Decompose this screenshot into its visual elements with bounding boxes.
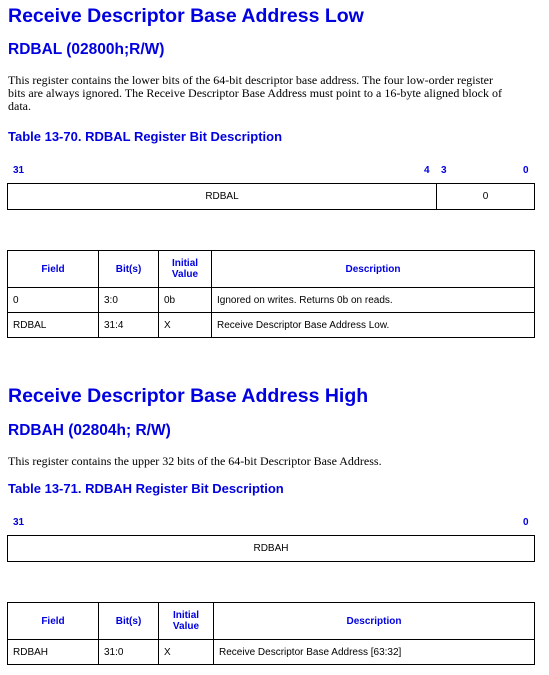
description-paragraph-rdbal: This register contains the lower bits of the 64-bit descriptor base address. The four low-order register bits are always ignored. The Receive Descriptor Base Address must point to a 16-byte aligned block of data. [8, 73, 502, 113]
cell-description: Receive Descriptor Base Address [63:32] [214, 640, 535, 665]
column-header-field: Field [8, 251, 99, 288]
cell-description: Receive Descriptor Base Address Low. [212, 313, 535, 338]
column-header-description: Description [214, 603, 535, 640]
bit-description-table-rdbal [7, 250, 535, 338]
bit-label-31: 31 [13, 517, 25, 528]
section-heading-rdbal: Receive Descriptor Base Address Low [8, 5, 364, 27]
table-row [8, 640, 535, 665]
register-field-rdbal: RDBAL [8, 184, 437, 210]
column-header-bits: Bit(s) [99, 251, 159, 288]
cell-initial-value: X [159, 640, 214, 665]
bit-label-3: 3 [441, 165, 447, 176]
cell-bits: 3:0 [99, 288, 159, 313]
table-title-rdbal: Table 13-70. RDBAL Register Bit Description [8, 129, 283, 144]
cell-bits: 31:4 [99, 313, 159, 338]
cell-bits: 31:0 [99, 640, 159, 665]
table-title-rdbah: Table 13-71. RDBAH Register Bit Description [8, 481, 284, 496]
cell-field: 0 [8, 288, 99, 313]
register-heading-rdbah: RDBAH (02804h; R/W) [8, 422, 171, 439]
register-field-reserved: 0 [437, 184, 535, 210]
column-header-bits: Bit(s) [99, 603, 159, 640]
cell-initial-value: X [159, 313, 212, 338]
register-layout-rdbal [7, 183, 535, 210]
cell-description: Ignored on writes. Returns 0b on reads. [212, 288, 535, 313]
column-header-field: Field [8, 603, 99, 640]
cell-initial-value: 0b [159, 288, 212, 313]
bit-label-0: 0 [523, 165, 529, 176]
bit-label-4: 4 [424, 165, 430, 176]
bit-label-31: 31 [13, 165, 25, 176]
cell-field: RDBAH [8, 640, 99, 665]
table-row [8, 313, 535, 338]
table-header-row [8, 603, 535, 640]
table-header-row [8, 251, 535, 288]
column-header-initial-value: Initial Value [159, 251, 212, 288]
column-header-description: Description [212, 251, 535, 288]
table-row [8, 288, 535, 313]
register-heading-rdbal: RDBAL (02800h;R/W) [8, 41, 165, 58]
section-heading-rdbah: Receive Descriptor Base Address High [8, 385, 369, 407]
description-paragraph-rdbah: This register contains the upper 32 bits of the 64-bit Descriptor Base Address. [8, 454, 382, 468]
register-field-rdbah: RDBAH [8, 536, 535, 562]
bit-description-table-rdbah [7, 602, 535, 665]
register-layout-rdbah [7, 535, 535, 562]
cell-field: RDBAL [8, 313, 99, 338]
bit-label-0: 0 [523, 517, 529, 528]
column-header-initial-value: Initial Value [159, 603, 214, 640]
